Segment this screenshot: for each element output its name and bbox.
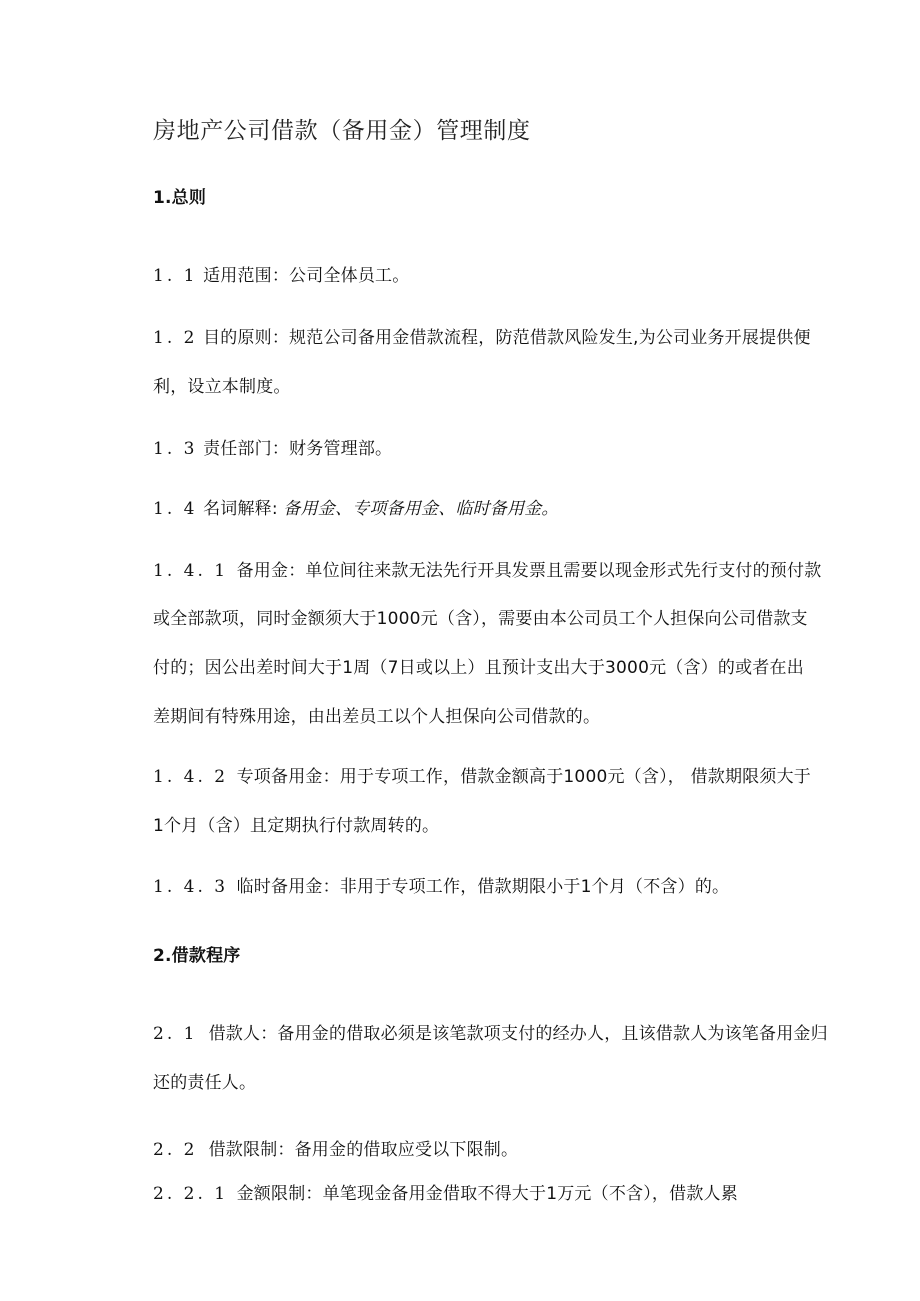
section-heading-1: 1.总则 [153,188,207,208]
paragraph-1-4-1-line-4: 差期间有特殊用途，由出差员工以个人担保向公司借款的。 [153,707,601,727]
paragraph-1-4 [153,497,833,521]
clause-number: 2. 2 [153,1140,198,1160]
clause-number: 1. 4 [153,499,198,519]
section-heading-2: 2.借款程序 [153,946,241,966]
clause-text: 备用金：单位间往来款无法先行开具发票且需要以现金形式先行支付的预付款 [236,561,822,581]
paragraph-1-2 [153,326,833,350]
clause-text: 目的原则：规范公司备用金借款流程，防范借款风险发生,为公司业务开展提供便 [203,328,811,348]
clause-number: 1. 1 [153,266,198,286]
clause-text: 借款人：备用金的借取必须是该笔款项支付的经办人，且该借款人为该笔备用金归 [208,1024,828,1044]
paragraph-2-2-1 [153,1182,833,1206]
clause-label: 名词解释: [203,499,278,519]
paragraph-1-4-2 [153,765,833,789]
paragraph-1-4-1-line-3: 付的；因公出差时间大于1周（7日或以上）且预计支出大于3000元（含）的或者在出 [153,658,804,678]
clause-text: 临时备用金：非用于专项工作，借款期限小于1个月（不含）的。 [236,877,730,897]
paragraph-1-3 [153,437,833,461]
document-title: 房地产公司借款（备用金）管理制度 [153,118,531,144]
paragraph-1-4-3 [153,875,833,899]
clause-terms: 备用金、专项备用金、临时备用金。 [283,499,559,519]
clause-text: 借款限制：备用金的借取应受以下限制。 [208,1140,519,1160]
clause-number: 1. 2 [153,328,198,348]
clause-text: 适用范围：公司全体员工。 [203,266,410,286]
paragraph-1-2-continued: 利，设立本制度。 [153,377,291,397]
paragraph-1-4-1-line-2: 或全部款项，同时金额须大于1000元（含），需要由本公司员工个人担保向公司借款支 [153,609,808,629]
clause-text: 责任部门：财务管理部。 [203,439,393,459]
paragraph-2-1 [153,1022,833,1046]
clause-number: 2. 1 [153,1024,198,1044]
paragraph-2-2 [153,1138,833,1162]
paragraph-1-4-2-line-2: 1个月（含）且定期执行付款周转的。 [153,816,440,836]
clause-text: 专项备用金：用于专项工作，借款金额高于1000元（含）， 借款期限须大于 [236,767,811,787]
paragraph-2-1-line-2: 还的责任人。 [153,1073,257,1093]
clause-number: 1. 4. 3 [153,877,229,897]
clause-text: 金额限制：单笔现金备用金借取不得大于1万元（不含），借款人累 [236,1184,738,1204]
clause-number: 2. 2. 1 [153,1184,229,1204]
clause-number: 1. 3 [153,439,198,459]
clause-number: 1. 4. 1 [153,561,229,581]
clause-number: 1. 4. 2 [153,767,229,787]
paragraph-1-1 [153,264,833,288]
paragraph-1-4-1 [153,559,833,583]
